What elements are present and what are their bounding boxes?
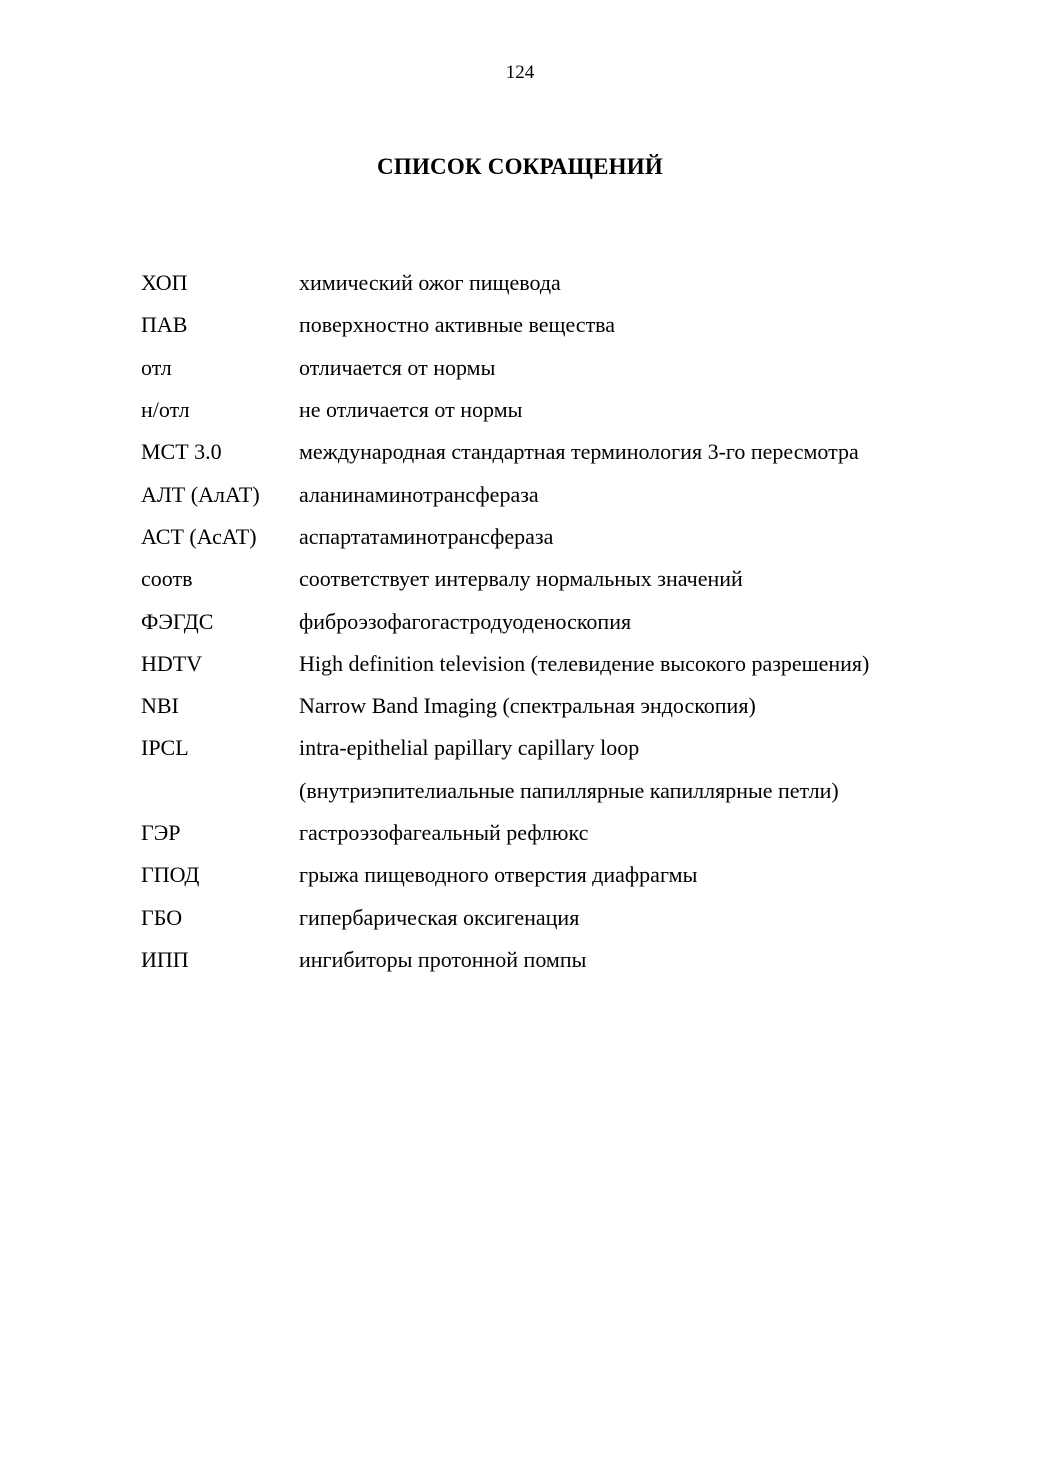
abbreviation-term: АЛТ (АлАТ) bbox=[141, 481, 260, 507]
abbreviation-row bbox=[141, 262, 1001, 304]
abbreviation-row bbox=[141, 516, 1001, 558]
abbreviation-term: отл bbox=[141, 354, 172, 380]
abbreviation-term: ГПОД bbox=[141, 862, 200, 888]
abbreviation-term: ИПП bbox=[141, 946, 189, 972]
abbreviation-row bbox=[141, 473, 1001, 515]
abbreviation-row bbox=[141, 347, 1001, 389]
abbreviation-row bbox=[141, 431, 1001, 473]
abbreviation-definition: High definition television (телевидение высокого разрешения) bbox=[299, 650, 870, 676]
abbreviation-term: ХОП bbox=[141, 270, 188, 296]
abbreviation-row bbox=[141, 770, 1001, 812]
abbreviation-definition: химический ожог пищевода bbox=[299, 270, 561, 296]
abbreviation-definition: ингибиторы протонной помпы bbox=[299, 946, 587, 972]
abbreviation-row bbox=[141, 389, 1001, 431]
abbreviation-row bbox=[141, 600, 1001, 642]
abbreviation-term: ПАВ bbox=[141, 312, 188, 338]
abbreviation-definition: гипербарическая оксигенация bbox=[299, 904, 580, 930]
abbreviation-definition: поверхностно активные вещества bbox=[299, 312, 616, 338]
abbreviation-row bbox=[141, 558, 1001, 600]
abbreviation-term: NBI bbox=[141, 693, 179, 719]
abbreviation-definition: международная стандартная терминология 3-го пересмотра bbox=[299, 439, 859, 465]
abbreviation-definition: Narrow Band Imaging (спектральная эндоскопия) bbox=[299, 693, 756, 719]
page-number: 124 bbox=[505, 62, 535, 83]
abbreviation-term: соотв bbox=[141, 566, 193, 592]
abbreviation-definition: аланинаминотрансфераза bbox=[299, 481, 539, 507]
abbreviation-row bbox=[141, 304, 1001, 346]
abbreviation-term: ГБО bbox=[141, 904, 183, 930]
abbreviation-term: МСТ 3.0 bbox=[141, 439, 222, 465]
abbreviation-list bbox=[141, 262, 1001, 981]
abbreviation-term: АСТ (АсАТ) bbox=[141, 523, 257, 549]
abbreviation-row bbox=[141, 643, 1001, 685]
abbreviation-row bbox=[141, 896, 1001, 938]
page-title: СПИСОК СОКРАЩЕНИЙ bbox=[377, 154, 663, 179]
abbreviation-term: ФЭГДС bbox=[141, 608, 214, 634]
abbreviation-definition: грыжа пищеводного отверстия диафрагмы bbox=[299, 862, 698, 888]
abbreviation-row bbox=[141, 727, 1001, 769]
abbreviation-row bbox=[141, 939, 1001, 981]
abbreviation-row bbox=[141, 854, 1001, 896]
abbreviation-definition: аспартатаминотрансфераза bbox=[299, 523, 554, 549]
abbreviation-definition: гастроэзофагеальный рефлюкс bbox=[299, 820, 589, 845]
abbreviation-term: HDTV bbox=[141, 650, 203, 676]
abbreviation-definition: отличается от нормы bbox=[299, 354, 496, 380]
abbreviation-term: IPCL bbox=[141, 735, 189, 761]
abbreviation-definition: фиброэзофагогастродуоденоскопия bbox=[299, 608, 632, 634]
abbreviation-definition: intra-epithelial papillary capillary loop bbox=[299, 735, 640, 761]
abbreviation-term: ГЭР bbox=[141, 820, 181, 845]
abbreviation-definition: не отличается от нормы bbox=[299, 397, 523, 423]
abbreviation-definition: (внутриэпителиальные папиллярные капиллярные петли) bbox=[299, 777, 839, 803]
abbreviation-row bbox=[141, 685, 1001, 727]
abbreviation-row bbox=[141, 812, 1001, 854]
abbreviation-term: н/отл bbox=[141, 397, 190, 423]
abbreviation-definition: соответствует интервалу нормальных значений bbox=[299, 566, 743, 592]
